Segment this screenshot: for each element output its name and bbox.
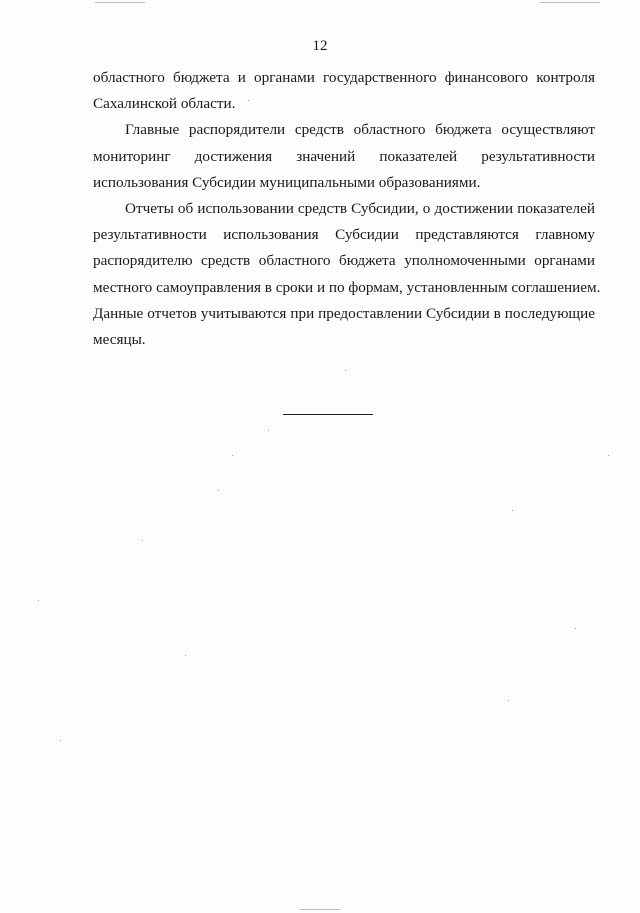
scan-edge-mark — [540, 2, 600, 3]
paragraph-2 — [93, 117, 595, 196]
scan-speck — [608, 455, 609, 456]
text-line: Главные распорядители средств областного бюджета осуществляют — [125, 121, 595, 139]
paragraph-1 — [93, 65, 595, 117]
scan-edge-mark — [300, 909, 340, 910]
text-line: результативности использования Субсидии представляются главному — [93, 226, 595, 244]
text-line: распорядителю средств областного бюджета уполномоченными органами — [93, 252, 595, 270]
scan-speck — [248, 100, 249, 101]
scan-speck — [232, 455, 233, 456]
scan-speck — [345, 370, 346, 371]
scan-speck — [268, 430, 269, 431]
text-line: областного бюджета и органами государственного финансового контроля — [93, 69, 595, 86]
text-line: мониторинг достижения значений показателей результативности — [93, 147, 595, 165]
scan-speck — [218, 490, 219, 491]
text-line: месяцы. — [93, 331, 146, 349]
text-line: использования Субсидии муниципальными образованиями. — [93, 173, 481, 191]
paragraph-3 — [93, 196, 601, 353]
text-line: Данные отчетов учитываются при предоставлении Субсидии в последующие — [93, 304, 595, 322]
scan-edge-mark — [95, 2, 145, 3]
text-line: Отчеты об использовании средств Субсидии, о достижении показателей — [125, 200, 595, 218]
page-number: 12 — [312, 38, 328, 54]
text-line: Сахалинской области. — [93, 95, 236, 113]
scan-speck — [185, 655, 186, 656]
text-line: местного самоуправления в сроки и по формам, установленным соглашением. — [93, 278, 601, 296]
end-separator-line — [283, 414, 373, 415]
scan-speck — [512, 510, 513, 511]
scan-speck — [142, 540, 143, 541]
scan-speck — [508, 700, 509, 701]
scan-speck — [60, 740, 61, 741]
document-body — [93, 65, 601, 353]
scan-speck — [575, 628, 576, 629]
scan-speck — [38, 600, 39, 601]
